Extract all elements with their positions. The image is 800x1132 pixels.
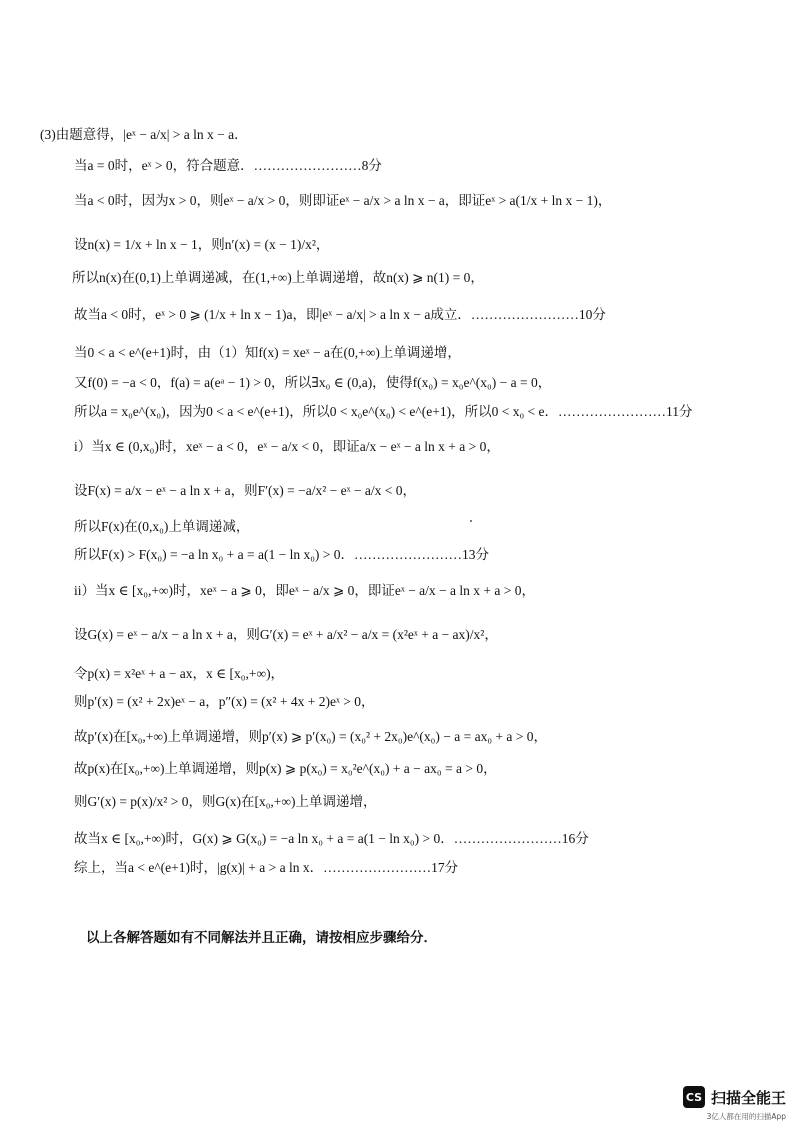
scan-speck — [470, 520, 472, 522]
solution-line: 故当a < 0时，eˣ > 0 ⩾ (1/x + ln x − 1)a，即|eˣ − a/x| > a ln x − a成立．……………………10分 — [74, 307, 606, 322]
solution-line: 当0 < a < e^(e+1)时，由（1）知f(x) = xeˣ − a在(0,+∞)上单调递增， — [74, 345, 461, 360]
camscanner-logo-icon: CS — [683, 1086, 705, 1108]
solution-line: 所以a = x₀e^(x₀)，因为0 < a < e^(e+1)，所以0 < x₀e^(x₀) < e^(e+1)，所以0 < x₀ < e．……………………11分 — [74, 404, 693, 419]
solution-line: 令p(x) = x²eˣ + a − ax，x ∈ [x₀,+∞)， — [74, 666, 285, 681]
solution-line: 则p′(x) = (x² + 2x)eˣ − a，p″(x) = (x² + 4x + 2)eˣ > 0， — [74, 694, 375, 709]
solution-line: 故p′(x)在[x₀,+∞)上单调递增，则p′(x) ⩾ p′(x₀) = (x₀² + 2x₀)e^(x₀) − a = ax₀ + a > 0， — [74, 729, 548, 744]
grading-note: 以上各解答题如有不同解法并且正确，请按相应步骤给分． — [86, 930, 437, 946]
solution-line: i）当x ∈ (0,x₀)时，xeˣ − a < 0，eˣ − a/x < 0，即证a/x − eˣ − a ln x + a > 0， — [74, 439, 500, 454]
watermark-tagline: 3亿人都在用的扫描App — [706, 1112, 786, 1121]
solution-line: 又f(0) = −a < 0，f(a) = a(eᵃ − 1) > 0，所以∃x₀ ∈ (0,a)，使得f(x₀) = x₀e^(x₀) − a = 0， — [74, 375, 552, 390]
solution-line: 综上，当a < e^(e+1)时，|g(x)| + a > a ln x．……………………17分 — [74, 860, 459, 875]
solution-line: 所以F(x) > F(x₀) = −a ln x₀ + a = a(1 − ln x₀) > 0．……………………13分 — [74, 547, 490, 562]
solution-line: 设F(x) = a/x − eˣ − a ln x + a，则F′(x) = −a/x² − eˣ − a/x < 0， — [74, 483, 417, 498]
solution-line: 故当x ∈ [x₀,+∞)时，G(x) ⩾ G(x₀) = −a ln x₀ + a = a(1 − ln x₀) > 0．……………………16分 — [74, 831, 589, 846]
solution-line: 所以F(x)在(0,x₀)上单调递减， — [74, 519, 250, 534]
solution-line: 设G(x) = eˣ − a/x − a ln x + a，则G′(x) = eˣ + a/x² − a/x = (x²eˣ + a − ax)/x²， — [74, 627, 498, 642]
solution-line: 所以n(x)在(0,1)上单调递减，在(1,+∞)上单调递增，故n(x) ⩾ n(1) = 0， — [72, 270, 484, 285]
solution-line: 当a = 0时，eˣ > 0，符合题意．……………………8分 — [74, 158, 382, 173]
solution-line: ii）当x ∈ [x₀,+∞)时，xeˣ − a ⩾ 0，即eˣ − a/x ⩾ 0，即证eˣ − a/x − a ln x + a > 0， — [74, 583, 536, 598]
watermark-app-name: 扫描全能王 — [710, 1088, 786, 1107]
solution-line: 故p(x)在[x₀,+∞)上单调递增，则p(x) ⩾ p(x₀) = x₀²e^(x₀) + a − ax₀ = a > 0， — [74, 761, 497, 776]
solution-line: 设n(x) = 1/x + ln x − 1，则n′(x) = (x − 1)/x²， — [74, 237, 330, 252]
solution-line: (3)由题意得，|eˣ − a/x| > a ln x − a． — [40, 127, 248, 142]
scanner-watermark — [683, 1086, 786, 1108]
solution-line: 当a < 0时，因为x > 0，则eˣ − a/x > 0，则即证eˣ − a/x > a ln x − a，即证eˣ > a(1/x + ln x − 1)， — [74, 193, 612, 208]
solution-line: 则G′(x) = p(x)/x² > 0，则G(x)在[x₀,+∞)上单调递增， — [74, 794, 377, 809]
